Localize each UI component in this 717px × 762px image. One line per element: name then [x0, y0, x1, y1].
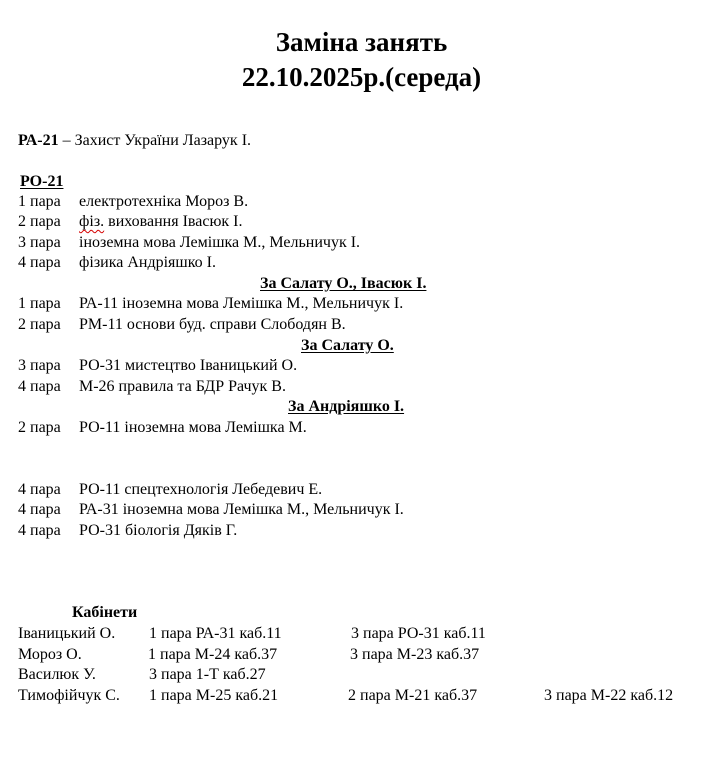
lesson-text: РА-31 іноземна мова Лемішка М., Мельничук І. [79, 501, 404, 518]
lesson-text: електротехніка Мороз В. [79, 193, 249, 210]
lesson-number: 2 пара [18, 316, 61, 333]
replacement-heading: За Салату О., Івасюк І. [260, 275, 427, 292]
lesson-number: 1 пара [18, 295, 61, 312]
lesson-row [18, 356, 297, 376]
document-date: 22.10.2025р.(середа) [241, 62, 482, 92]
cabinet-entry: 3 пара 1-Т каб.27 [149, 666, 266, 683]
lesson-row [18, 500, 404, 520]
document-title: Заміна занять [275, 27, 448, 57]
teacher-name: Мороз О. [18, 646, 82, 663]
lesson-row [18, 294, 403, 314]
lesson-number: 1 пара [18, 193, 61, 210]
lesson-number: 4 пара [18, 254, 61, 271]
lesson-number: 4 пара [18, 378, 61, 395]
lesson-text: РО-31 мистецтво Іваницький О. [79, 357, 298, 374]
lesson-number: 2 пара [18, 419, 61, 436]
lesson-row [18, 521, 237, 541]
pa21-text: – Захист України Лазарук І. [58, 132, 252, 149]
lesson-row [18, 192, 248, 212]
lesson-text: РО-11 іноземна мова Лемішка М. [79, 419, 307, 436]
cabinet-entry: 3 пара М-22 каб.12 [544, 687, 674, 704]
pa21-line [18, 131, 251, 151]
lesson-number: 3 пара [18, 234, 61, 251]
group-label: РА-21 [18, 132, 59, 149]
cabinet-entry: 1 пара РА-31 каб.11 [149, 625, 282, 642]
group-label: РО-21 [20, 173, 64, 190]
lesson-text: РО-31 біологія Дяків Г. [79, 522, 238, 539]
lesson-text: РА-11 іноземна мова Лемішка М., Мельничук І. [79, 295, 404, 312]
lesson-row [18, 315, 346, 335]
lesson-row [18, 212, 243, 232]
replacement-heading: За Салату О. [301, 337, 394, 354]
teacher-name: Тимофійчук С. [18, 687, 120, 704]
replacement-heading: За Андріяшко І. [288, 398, 405, 415]
lesson-row [18, 253, 216, 273]
cabinets-heading: Кабінети [72, 604, 138, 621]
lesson-number: 4 пара [18, 501, 61, 518]
lesson-text: фізика Андріяшко І. [79, 254, 216, 271]
lesson-row [18, 233, 360, 253]
lesson-row [18, 418, 307, 438]
lesson-row [18, 480, 322, 500]
cabinet-entry: 1 пара М-25 каб.21 [149, 687, 279, 704]
cabinet-entry: 2 пара М-21 каб.37 [348, 687, 478, 704]
lesson-number: 2 пара [18, 213, 61, 230]
lesson-number: 4 пара [18, 522, 61, 539]
cabinet-entry: 1 пара М-24 каб.37 [148, 646, 278, 663]
lesson-text: РМ-11 основи буд. справи Слободян В. [79, 316, 346, 333]
spellcheck-flagged-word: фіз. [79, 213, 105, 230]
lesson-text: М-26 правила та БДР Рачук В. [79, 378, 286, 395]
cabinet-entry: 3 пара РО-31 каб.11 [351, 625, 486, 642]
lesson-text: РО-11 спецтехнологія Лебедевич Е. [79, 481, 323, 498]
lesson-number: 4 пара [18, 481, 61, 498]
teacher-name: Іваницький О. [18, 625, 116, 642]
lesson-text: виховання Івасюк І. [104, 213, 243, 230]
lesson-row [18, 377, 286, 397]
cabinet-entry: 3 пара М-23 каб.37 [350, 646, 480, 663]
lesson-number: 3 пара [18, 357, 61, 374]
lesson-text: іноземна мова Лемішка М., Мельничук І. [79, 234, 361, 251]
ro21-heading [20, 172, 63, 192]
teacher-name: Василюк У. [18, 666, 96, 683]
